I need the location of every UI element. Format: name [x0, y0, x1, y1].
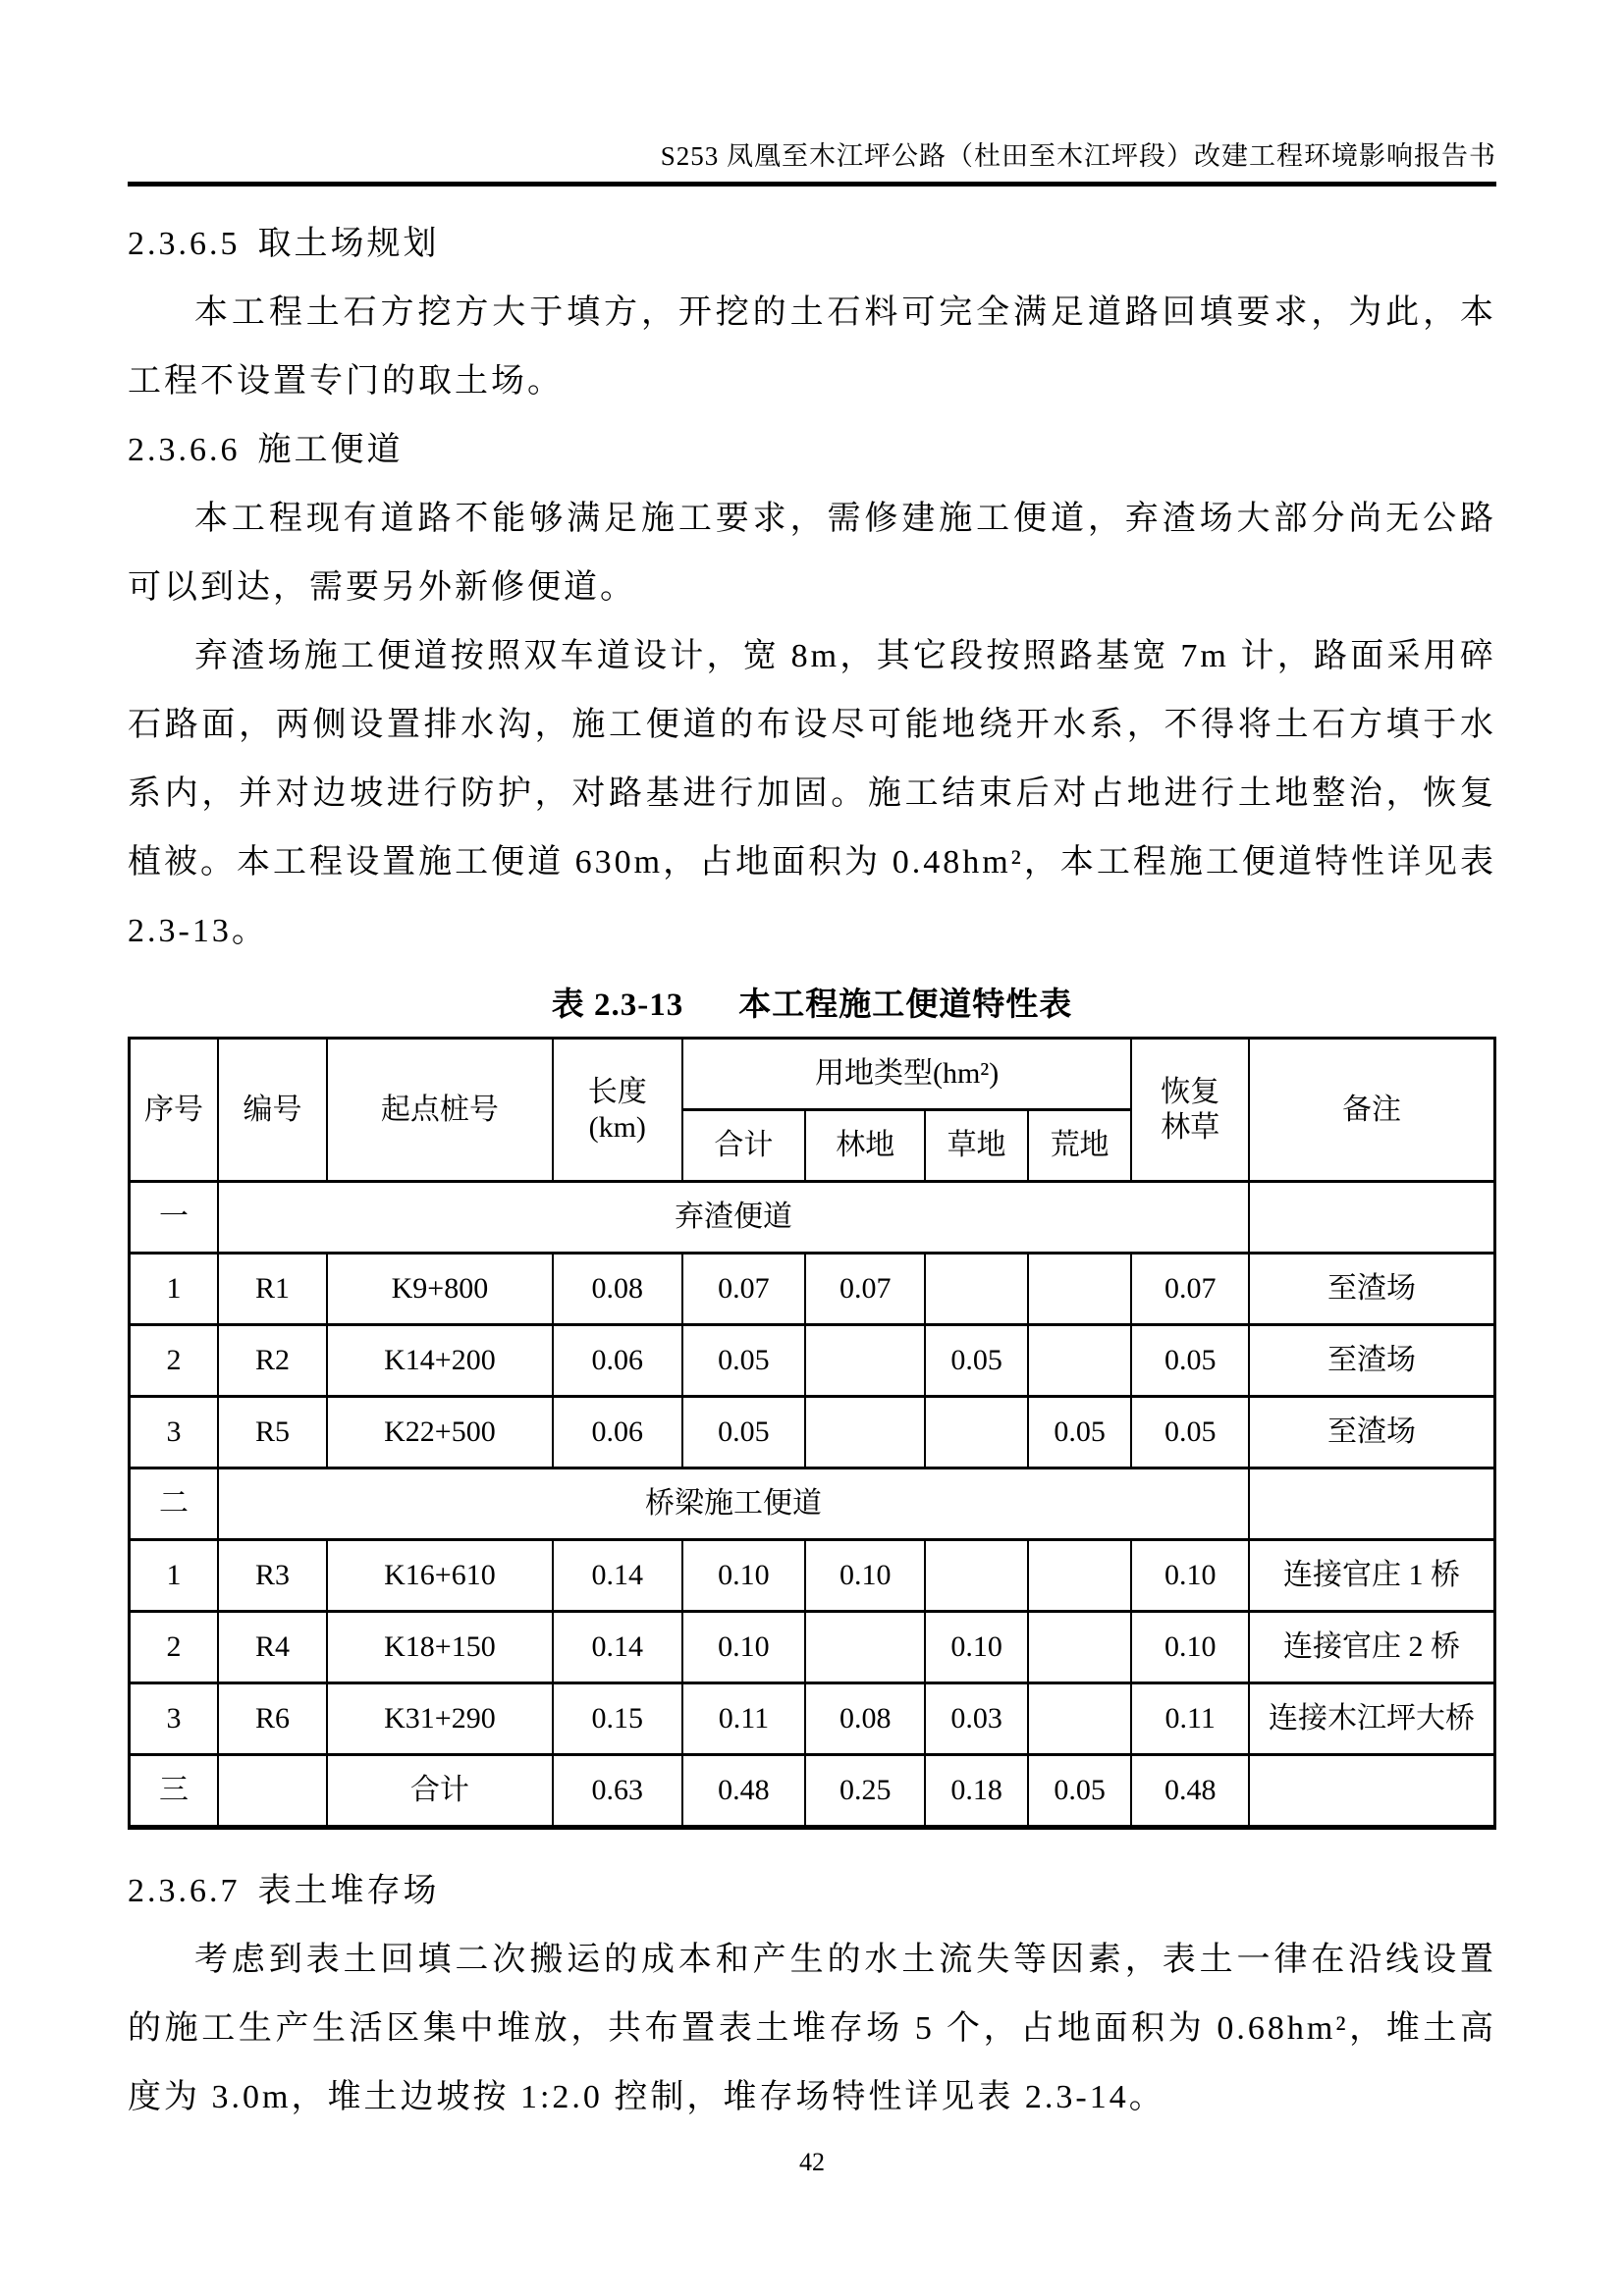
table-cell	[1028, 1683, 1132, 1755]
table-cell: 0.10	[1131, 1540, 1249, 1612]
table-row	[130, 1612, 1495, 1683]
table-cell: 0.10	[682, 1612, 805, 1683]
table-row	[130, 1325, 1495, 1397]
table-cell: 1	[130, 1254, 218, 1325]
table-cell: 0.15	[553, 1683, 682, 1755]
column-header-restore-line1: 恢复	[1161, 1075, 1220, 1108]
table-cell: 0.06	[553, 1325, 682, 1397]
table-cell	[805, 1325, 925, 1397]
column-header-length-line1: 长度	[587, 1075, 647, 1108]
table-cell: 0.08	[805, 1683, 925, 1755]
table-cell: 0.07	[682, 1254, 805, 1325]
total-label: 合计	[327, 1755, 553, 1828]
table-caption-title: 本工程施工便道特性表	[738, 988, 1073, 1023]
column-header-code: 编号	[218, 1039, 327, 1182]
table-cell: 0.10	[805, 1540, 925, 1612]
column-header-start-stake: 起点桩号	[327, 1039, 553, 1182]
table-cell	[1028, 1325, 1132, 1397]
table-cell: 0.08	[553, 1254, 682, 1325]
table-cell: 2	[130, 1612, 218, 1683]
table-cell	[805, 1612, 925, 1683]
group-row-bridge	[130, 1468, 1495, 1540]
table-cell: 1	[130, 1540, 218, 1612]
table-cell: 0.48	[682, 1755, 805, 1828]
group-row-spoil	[130, 1182, 1495, 1254]
table-cell	[1028, 1254, 1132, 1325]
table-cell: R5	[218, 1397, 327, 1468]
group-index: 二	[130, 1468, 218, 1540]
column-header-index: 序号	[130, 1039, 218, 1182]
column-header-land-use: 用地类型(hm²)	[682, 1039, 1132, 1110]
table-cell: K16+610	[327, 1540, 553, 1612]
column-header-forest: 林地	[805, 1110, 925, 1182]
section-number: 2.3.6.7	[128, 1873, 241, 1909]
total-row	[130, 1755, 1495, 1828]
group-index: 三	[130, 1755, 218, 1828]
table-cell: R6	[218, 1683, 327, 1755]
section-number: 2.3.6.6	[128, 432, 241, 468]
table-cell	[805, 1397, 925, 1468]
paragraph: 本工程现有道路不能够满足施工要求，需修建施工便道，弃渣场大部分尚无公路可以到达，需要另外新修便道。	[128, 501, 1496, 606]
table-cell: 连接官庄 1 桥	[1249, 1540, 1494, 1612]
table-cell	[1028, 1612, 1132, 1683]
table-cell: 0.05	[1028, 1397, 1132, 1468]
table-cell: R2	[218, 1325, 327, 1397]
table-caption	[128, 980, 1496, 1031]
table-cell: 3	[130, 1397, 218, 1468]
table-cell: 0.48	[1131, 1755, 1249, 1828]
table-cell: 连接木江坪大桥	[1249, 1683, 1494, 1755]
construction-road-table	[128, 1037, 1496, 1830]
table-cell: 3	[130, 1683, 218, 1755]
table-cell: 0.11	[682, 1683, 805, 1755]
table-cell: 0.05	[682, 1397, 805, 1468]
table-cell: 0.05	[925, 1325, 1027, 1397]
table-cell: 连接官庄 2 桥	[1249, 1612, 1494, 1683]
group-label: 弃渣便道	[218, 1182, 1249, 1254]
table-cell	[925, 1540, 1027, 1612]
paragraph: 考虑到表土回填二次搬运的成本和产生的水土流失等因素，表土一律在沿线设置的施工生产生活区集中堆放，共布置表土堆存场 5 个，占地面积为 0.68hm²，堆土高度为 3.0m，堆土边坡按 1:2.0 控制，堆存场特性详见表 2.3-14。	[128, 1942, 1496, 2115]
table-cell: 0.63	[553, 1755, 682, 1828]
table-cell: 0.18	[925, 1755, 1027, 1828]
table-cell: 0.05	[1028, 1755, 1132, 1828]
column-header-length-line2: (km)	[588, 1110, 646, 1144]
table-cell: R3	[218, 1540, 327, 1612]
table-cell	[1249, 1182, 1494, 1254]
table-cell: 0.25	[805, 1755, 925, 1828]
page-footer	[0, 2148, 1624, 2177]
column-header-restore	[1131, 1039, 1249, 1182]
column-header-grass: 草地	[925, 1110, 1027, 1182]
column-header-remark: 备注	[1249, 1039, 1494, 1182]
table-cell: 0.14	[553, 1540, 682, 1612]
table-row	[130, 1254, 1495, 1325]
table-cell: 0.06	[553, 1397, 682, 1468]
table-row	[130, 1397, 1495, 1468]
paragraph: 本工程土石方挖方大于填方，开挖的土石料可完全满足道路回填要求，为此，本工程不设置专门的取土场。	[128, 294, 1496, 400]
table-cell: 0.05	[682, 1325, 805, 1397]
column-header-wasteland: 荒地	[1028, 1110, 1132, 1182]
section-title: 取土场规划	[257, 226, 440, 262]
table-cell	[1028, 1540, 1132, 1612]
column-header-length	[553, 1039, 682, 1182]
table-cell: K18+150	[327, 1612, 553, 1683]
section-number: 2.3.6.5	[128, 226, 241, 262]
report-title: S253 凤凰至木江坪公路（杜田至木江坪段）改建工程环境影响报告书	[660, 141, 1496, 171]
table-cell: 0.10	[682, 1540, 805, 1612]
table-cell: K22+500	[327, 1397, 553, 1468]
table-cell: 0.10	[1131, 1612, 1249, 1683]
section-heading-2-3-6-6	[128, 416, 1496, 485]
table-cell	[925, 1397, 1027, 1468]
group-index: 一	[130, 1182, 218, 1254]
section-title: 表土堆存场	[257, 1873, 440, 1909]
paragraph: 弃渣场施工便道按照双车道设计，宽 8m，其它段按照路基宽 7m 计，路面采用碎石路面，两侧设置排水沟，施工便道的布设尽可能地绕开水系，不得将土石方填于水系内，并对边坡进行防护，对路基进行加固。施工结束后对占地进行土地整治，恢复植被。本工程设置施工便道 630m，占地面积为 0.48hm²，本工程施工便道特性详见表 2.3-13。	[128, 638, 1496, 949]
document-body	[128, 210, 1496, 2132]
table-cell	[1249, 1468, 1494, 1540]
table-cell: 0.07	[805, 1254, 925, 1325]
table-cell: 2	[130, 1325, 218, 1397]
table-cell	[218, 1755, 327, 1828]
table-cell: 0.05	[1131, 1325, 1249, 1397]
table-cell: 0.05	[1131, 1397, 1249, 1468]
section-title: 施工便道	[257, 432, 404, 468]
table-row	[130, 1683, 1495, 1755]
section-heading-2-3-6-7	[128, 1857, 1496, 1926]
table-cell: K14+200	[327, 1325, 553, 1397]
table-cell	[1249, 1755, 1494, 1828]
table-cell: 至渣场	[1249, 1397, 1494, 1468]
table-cell: 0.10	[925, 1612, 1027, 1683]
group-label: 桥梁施工便道	[218, 1468, 1249, 1540]
table-cell: R4	[218, 1612, 327, 1683]
table-cell: K31+290	[327, 1683, 553, 1755]
section-heading-2-3-6-5	[128, 210, 1496, 279]
table-cell: R1	[218, 1254, 327, 1325]
table-cell: 0.07	[1131, 1254, 1249, 1325]
table-cell: 至渣场	[1249, 1254, 1494, 1325]
header-row-1	[130, 1039, 1495, 1110]
header-rule	[128, 182, 1496, 187]
column-header-restore-line2: 林草	[1161, 1110, 1220, 1144]
table-cell: K9+800	[327, 1254, 553, 1325]
table-row	[130, 1540, 1495, 1612]
table-cell: 至渣场	[1249, 1325, 1494, 1397]
table-cell: 0.11	[1131, 1683, 1249, 1755]
table-cell	[925, 1254, 1027, 1325]
page-number: 42	[799, 2148, 825, 2176]
table-caption-label: 表 2.3-13	[551, 988, 684, 1023]
column-header-subtotal: 合计	[682, 1110, 805, 1182]
page-header	[128, 0, 1496, 187]
table-cell: 0.14	[553, 1612, 682, 1683]
table-cell: 0.03	[925, 1683, 1027, 1755]
